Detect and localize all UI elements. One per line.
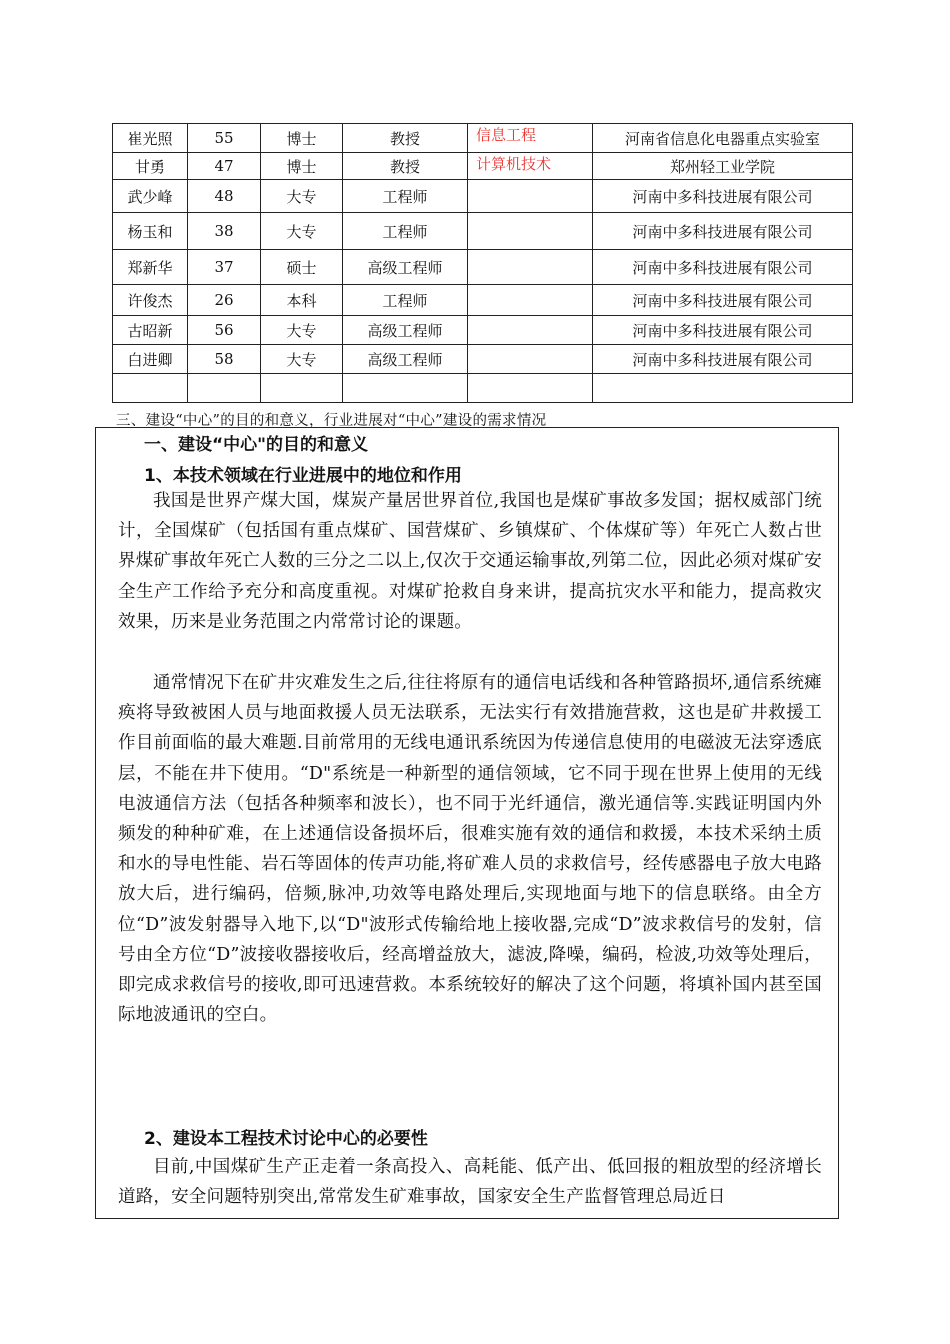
specialty-cell xyxy=(468,213,593,250)
degree-cell: 硕士 xyxy=(261,250,343,285)
degree-cell: 大专 xyxy=(261,213,343,250)
title-cell: 高级工程师 xyxy=(343,250,468,285)
specialty-cell: 信息工程 xyxy=(468,124,593,153)
name-cell: 郑新华 xyxy=(113,250,188,285)
organization-cell: 河南中多科技进展有限公司 xyxy=(593,316,853,345)
organization-cell: 河南中多科技进展有限公司 xyxy=(593,180,853,213)
specialty-cell: 计算机技术 xyxy=(468,153,593,180)
organization-cell: 河南中多科技进展有限公司 xyxy=(593,250,853,285)
table-row xyxy=(113,153,853,180)
table-row xyxy=(113,180,853,213)
table-row xyxy=(113,374,853,403)
age-cell: 58 xyxy=(188,345,261,374)
age-cell: 56 xyxy=(188,316,261,345)
table-row xyxy=(113,124,853,153)
name-cell: 杨玉和 xyxy=(113,213,188,250)
paragraph-d-wave-system: 通常情况下在矿井灾难发生之后,往往将原有的通信电话线和各种管路损坏,通信系统瘫痪将导致被困人员与地面救援人员无法联系，无法实行有效措施营救，这也是矿井救援工作目前面临的最大难题.目前常用的无线电通讯系统因为传递信息使用的电磁波无法穿透底层，不能在井下使用。“D"系统是一种新型的通信领域，它不同于现在世界上使用的无线电波通信方法（包括各种频率和波长），也不同于光纤通信，激光通信等.实践证明国内外频发的种种矿难，在上述通信设备损坏后，很难实施有效的通信和救援，本技术采纳土质和水的导电性能、岩石等固体的传声功能,将矿难人员的求救信号，经传感器电子放大电路放大后，进行编码，倍频,脉冲,功效等电路处理后,实现地面与地下的信息联络。由全方位“D”波发射器导入地下,以“D"波形式传输给地上接收器,完成“D”波求救信号的发射，信号由全方位“D”波接收器接收后，经高增益放大，滤波,降噪，编码，检波,功效等处理后，即完成求救信号的接收,即可迅速营救。本系统较好的解决了这个问题，将填补国内甚至国际地波通讯的空白。 xyxy=(118,673,822,1026)
staff-table xyxy=(112,123,853,403)
heading-necessity: 2、建设本工程技术讨论中心的必要性 xyxy=(144,1129,428,1149)
name-cell: 古昭新 xyxy=(113,316,188,345)
table-row xyxy=(113,316,853,345)
age-cell xyxy=(188,374,261,403)
table-row xyxy=(113,250,853,285)
specialty-cell xyxy=(468,345,593,374)
name-cell: 甘勇 xyxy=(113,153,188,180)
age-cell: 38 xyxy=(188,213,261,250)
specialty-cell xyxy=(468,316,593,345)
title-cell: 工程师 xyxy=(343,180,468,213)
degree-cell: 博士 xyxy=(261,124,343,153)
specialty-cell xyxy=(468,374,593,403)
age-cell: 37 xyxy=(188,250,261,285)
name-cell: 武少峰 xyxy=(113,180,188,213)
degree-cell: 大专 xyxy=(261,316,343,345)
age-cell: 47 xyxy=(188,153,261,180)
title-cell: 教授 xyxy=(343,153,468,180)
degree-cell: 大专 xyxy=(261,345,343,374)
organization-cell: 河南中多科技进展有限公司 xyxy=(593,285,853,316)
table-row xyxy=(113,345,853,374)
degree-cell: 本科 xyxy=(261,285,343,316)
name-cell: 许俊杰 xyxy=(113,285,188,316)
degree-cell xyxy=(261,374,343,403)
table-row xyxy=(113,213,853,250)
paragraph-necessity: 目前,中国煤矿生产正走着一条高投入、高耗能、低产出、低回报的粗放型的经济增长道路，安全问题特别突出,常常发生矿难事故，国家安全生产监督管理总局近日 xyxy=(118,1157,822,1208)
title-cell: 教授 xyxy=(343,124,468,153)
paragraph-coal-safety: 我国是世界产煤大国，煤炭产量居世界首位,我国也是煤矿事故多发国；据权威部门统计，全国煤矿（包括国有重点煤矿、国营煤矿、乡镇煤矿、个体煤矿等）年死亡人数占世界煤矿事故年死亡人数的三分之二以上,仅次于交通运输事故,列第二位，因此必须对煤矿安全生产工作给予充分和高度重视。对煤矿抢救自身来讲，提高抗灾水平和能力，提高救灾效果，历来是业务范围之内常常讨论的课题。 xyxy=(118,491,822,632)
organization-cell: 河南省信息化电器重点实验室 xyxy=(593,124,853,153)
degree-cell: 大专 xyxy=(261,180,343,213)
age-cell: 55 xyxy=(188,124,261,153)
title-cell: 高级工程师 xyxy=(343,345,468,374)
degree-cell: 博士 xyxy=(261,153,343,180)
organization-cell: 郑州轻工业学院 xyxy=(593,153,853,180)
heading-purpose: 一、建设“中心"的目的和意义 xyxy=(144,435,369,455)
specialty-cell xyxy=(468,250,593,285)
title-cell xyxy=(343,374,468,403)
specialty-cell xyxy=(468,285,593,316)
organization-cell: 河南中多科技进展有限公司 xyxy=(593,345,853,374)
section-heading: 三、建设“中心”的目的和意义，行业进展对“中心”建设的需求情况 xyxy=(116,413,547,429)
age-cell: 26 xyxy=(188,285,261,316)
table-row xyxy=(113,285,853,316)
name-cell xyxy=(113,374,188,403)
heading-status-role: 1、本技术领域在行业进展中的地位和作用 xyxy=(144,466,462,486)
title-cell: 工程师 xyxy=(343,285,468,316)
organization-cell: 河南中多科技进展有限公司 xyxy=(593,213,853,250)
title-cell: 高级工程师 xyxy=(343,316,468,345)
name-cell: 白进卿 xyxy=(113,345,188,374)
age-cell: 48 xyxy=(188,180,261,213)
specialty-cell xyxy=(468,180,593,213)
name-cell: 崔光照 xyxy=(113,124,188,153)
title-cell: 工程师 xyxy=(343,213,468,250)
content-box xyxy=(95,427,839,1219)
organization-cell xyxy=(593,374,853,403)
